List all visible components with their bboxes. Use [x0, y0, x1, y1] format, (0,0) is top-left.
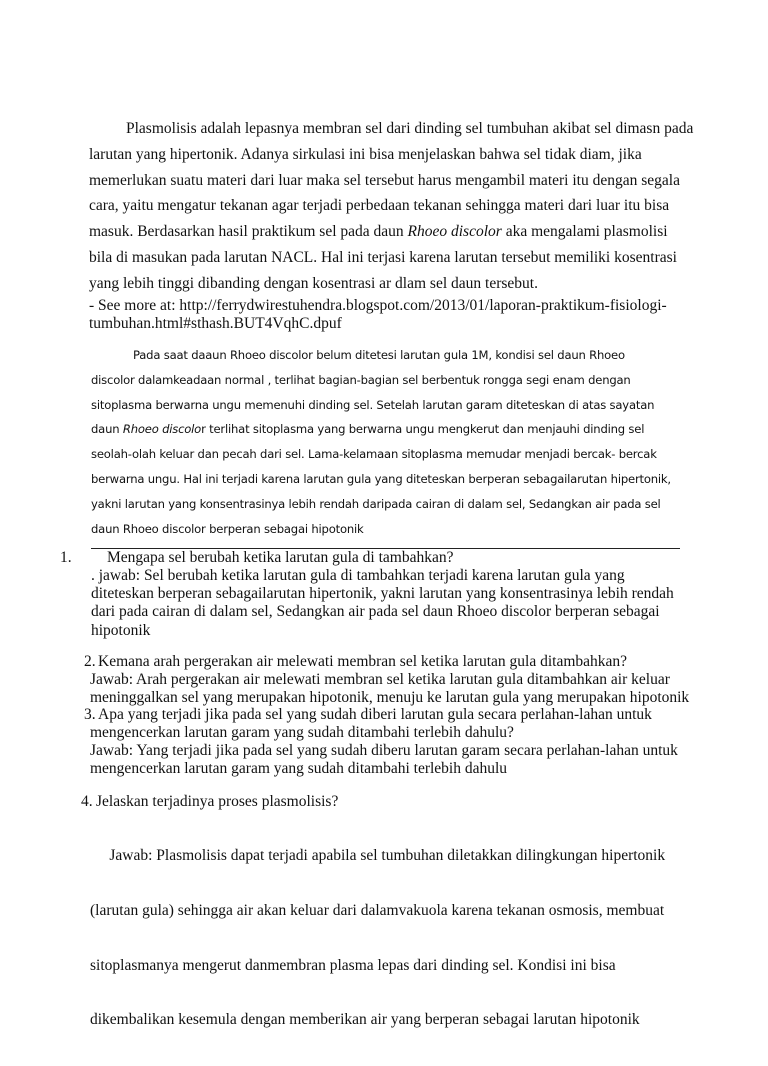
answer-line: meninggalkan sel yang merupakan hipotonik, menuju ke larutan gula yang merupakan hipotonik — [90, 689, 690, 707]
question-1 — [107, 549, 453, 567]
answer-line: mengencerkan larutan garam yang sudah ditambahi terlebih dahulu? — [90, 724, 514, 741]
question-4 — [96, 793, 338, 811]
paragraph-line: daun Rhoeo discolor berperan sebagai hipotonik — [91, 521, 364, 536]
answer-1 — [91, 567, 674, 640]
paragraph-line: memerlukan suatu materi dari luar maka sel tersebut harus mengambil materi itu dengan segala — [89, 171, 680, 189]
question-number: 1. — [60, 549, 72, 566]
species-name: Rhoeo discolor — [407, 223, 502, 241]
paragraph-line: sitoplasma berwarna ungu memenuhi dinding sel. Setelah larutan garam diteteskan di atas sayatan — [91, 397, 655, 412]
paragraph-line: berwarna ungu. Hal ini terjadi karena larutan gula yang diteteskan berperan sebagailarutan hipertonik, — [91, 471, 671, 486]
question-text: Apa yang terjadi jika pada sel yang sudah diberi larutan gula secara perlahan-lahan untuk — [98, 706, 652, 723]
source-link-line[interactable]: - See more at: http://ferrydwirestuhendra.blogspot.com/2013/01/laporan-praktikum-fisiologi- — [89, 297, 667, 314]
answer-4 — [90, 811, 665, 1066]
paragraph-line: yang lebih tinggi dibanding dengan kosentrasi ar dlam sel daun tersebut. — [89, 274, 538, 292]
paragraph-line: larutan yang hipertonik. Adanya sirkulasi ini bisa menjelaskan bahwa sel tidak diam, jika — [89, 145, 642, 163]
answer-line: hipotonik — [91, 621, 151, 639]
source-link[interactable] — [89, 297, 709, 333]
question-text: Kemana arah pergerakan air melewati membran sel ketika larutan gula ditambahkan? — [98, 653, 628, 670]
question-text: Mengapa sel berubah ketika larutan gula di tambahkan? — [107, 549, 454, 566]
species-name: Rhoeo discolo — [122, 422, 202, 437]
answer-line: dikembalikan kesemula dengan memberikan air yang berperan sebagai larutan hipotonik — [90, 1011, 640, 1029]
answer-line: Jawab: Yang terjadi jika pada sel yang sudah diberu larutan garam secara perlahan-lahan untuk — [90, 742, 678, 760]
question-number: 4. — [81, 793, 93, 810]
line-text: daun — [91, 422, 123, 437]
paragraph-line: yakni larutan yang konsentrasinya lebih rendah daripada cairan di dalam sel, Sedangkan air pada sel — [91, 496, 661, 511]
paragraph-line: cara, yaitu mengatur tekanan agar terjadi perbedaan tekanan sehingga materi dari luar itu bisa — [89, 197, 670, 215]
question-3 — [98, 706, 652, 724]
answer-line: sitoplasmanya mengerut danmembran plasma lepas dari dinding sel. Kondisi ini bisa — [90, 956, 616, 974]
answer-line: dari pada cairan di dalam sel, Sedangkan air pada sel daun Rhoeo discolor berperan sebagai — [91, 603, 660, 621]
answer-line: mengencerkan larutan garam yang sudah ditambahi terlebih dahulu — [90, 760, 508, 778]
paragraph-line: Pada saat daaun Rhoeo discolor belum ditetesi larutan gula 1M, kondisi sel daun Rhoeo — [133, 348, 625, 362]
question-number: 3. — [84, 706, 96, 723]
source-link-line[interactable]: tumbuhan.html#sthash.BUT4VqhC.dpuf — [89, 315, 342, 332]
answer-line: diteteskan berperan sebagailarutan hipertonik, yakni larutan yang konsentrasinya lebih rendah — [91, 585, 674, 603]
line-text: r terlihat sitoplasma yang berwarna ungu mengkerut dan menjauhi dinding sel — [201, 422, 645, 437]
answer-line: Jawab: Plasmolisis dapat terjadi apabila sel tumbuhan diletakkan dilingkungan hipertonik — [90, 847, 666, 865]
paragraph-line: bila di masukan pada larutan NACL. Hal ini terjasi karena larutan tersebut memiliki kosentrasi — [89, 248, 677, 266]
line-text: masuk. Berdasarkan hasil praktikum sel pada daun — [89, 223, 408, 241]
answer-3 — [90, 724, 678, 779]
paragraph-line: Plasmolisis adalah lepasnya membran sel dari dinding sel tumbuhan akibat sel dimasn pada — [126, 120, 694, 137]
paragraph-line: seolah-olah keluar dan pecah dari sel. Lama-kelamaan sitoplasma memudar menjadi bercak- bercak — [91, 447, 657, 462]
paragraph-plasmolisis-definition — [89, 116, 694, 297]
question-text: Jelaskan terjadinya proses plasmolisis? — [96, 793, 339, 810]
question-2 — [98, 653, 627, 671]
paragraph-line — [91, 417, 691, 442]
line-text: aka mengalami plasmolisi — [501, 223, 668, 241]
answer-line: Jawab: Arah pergerakan air melewati membran sel ketika larutan gula ditambahkan air keluar — [90, 671, 670, 688]
answer-line: . jawab: Sel berubah ketika larutan gula di tambahkan terjadi karena larutan gula yang — [91, 567, 625, 584]
paragraph-line — [89, 219, 689, 245]
answer-2 — [90, 671, 689, 707]
paragraph-observation — [91, 343, 691, 541]
question-number: 2. — [84, 653, 96, 670]
paragraph-line: discolor dalamkeadaan normal , terlihat bagian-bagian sel berbentuk rongga segi enam dengan — [91, 372, 631, 387]
answer-line: (larutan gula) sehingga air akan keluar dari dalamvakuola karena tekanan osmosis, membuat — [90, 902, 665, 920]
